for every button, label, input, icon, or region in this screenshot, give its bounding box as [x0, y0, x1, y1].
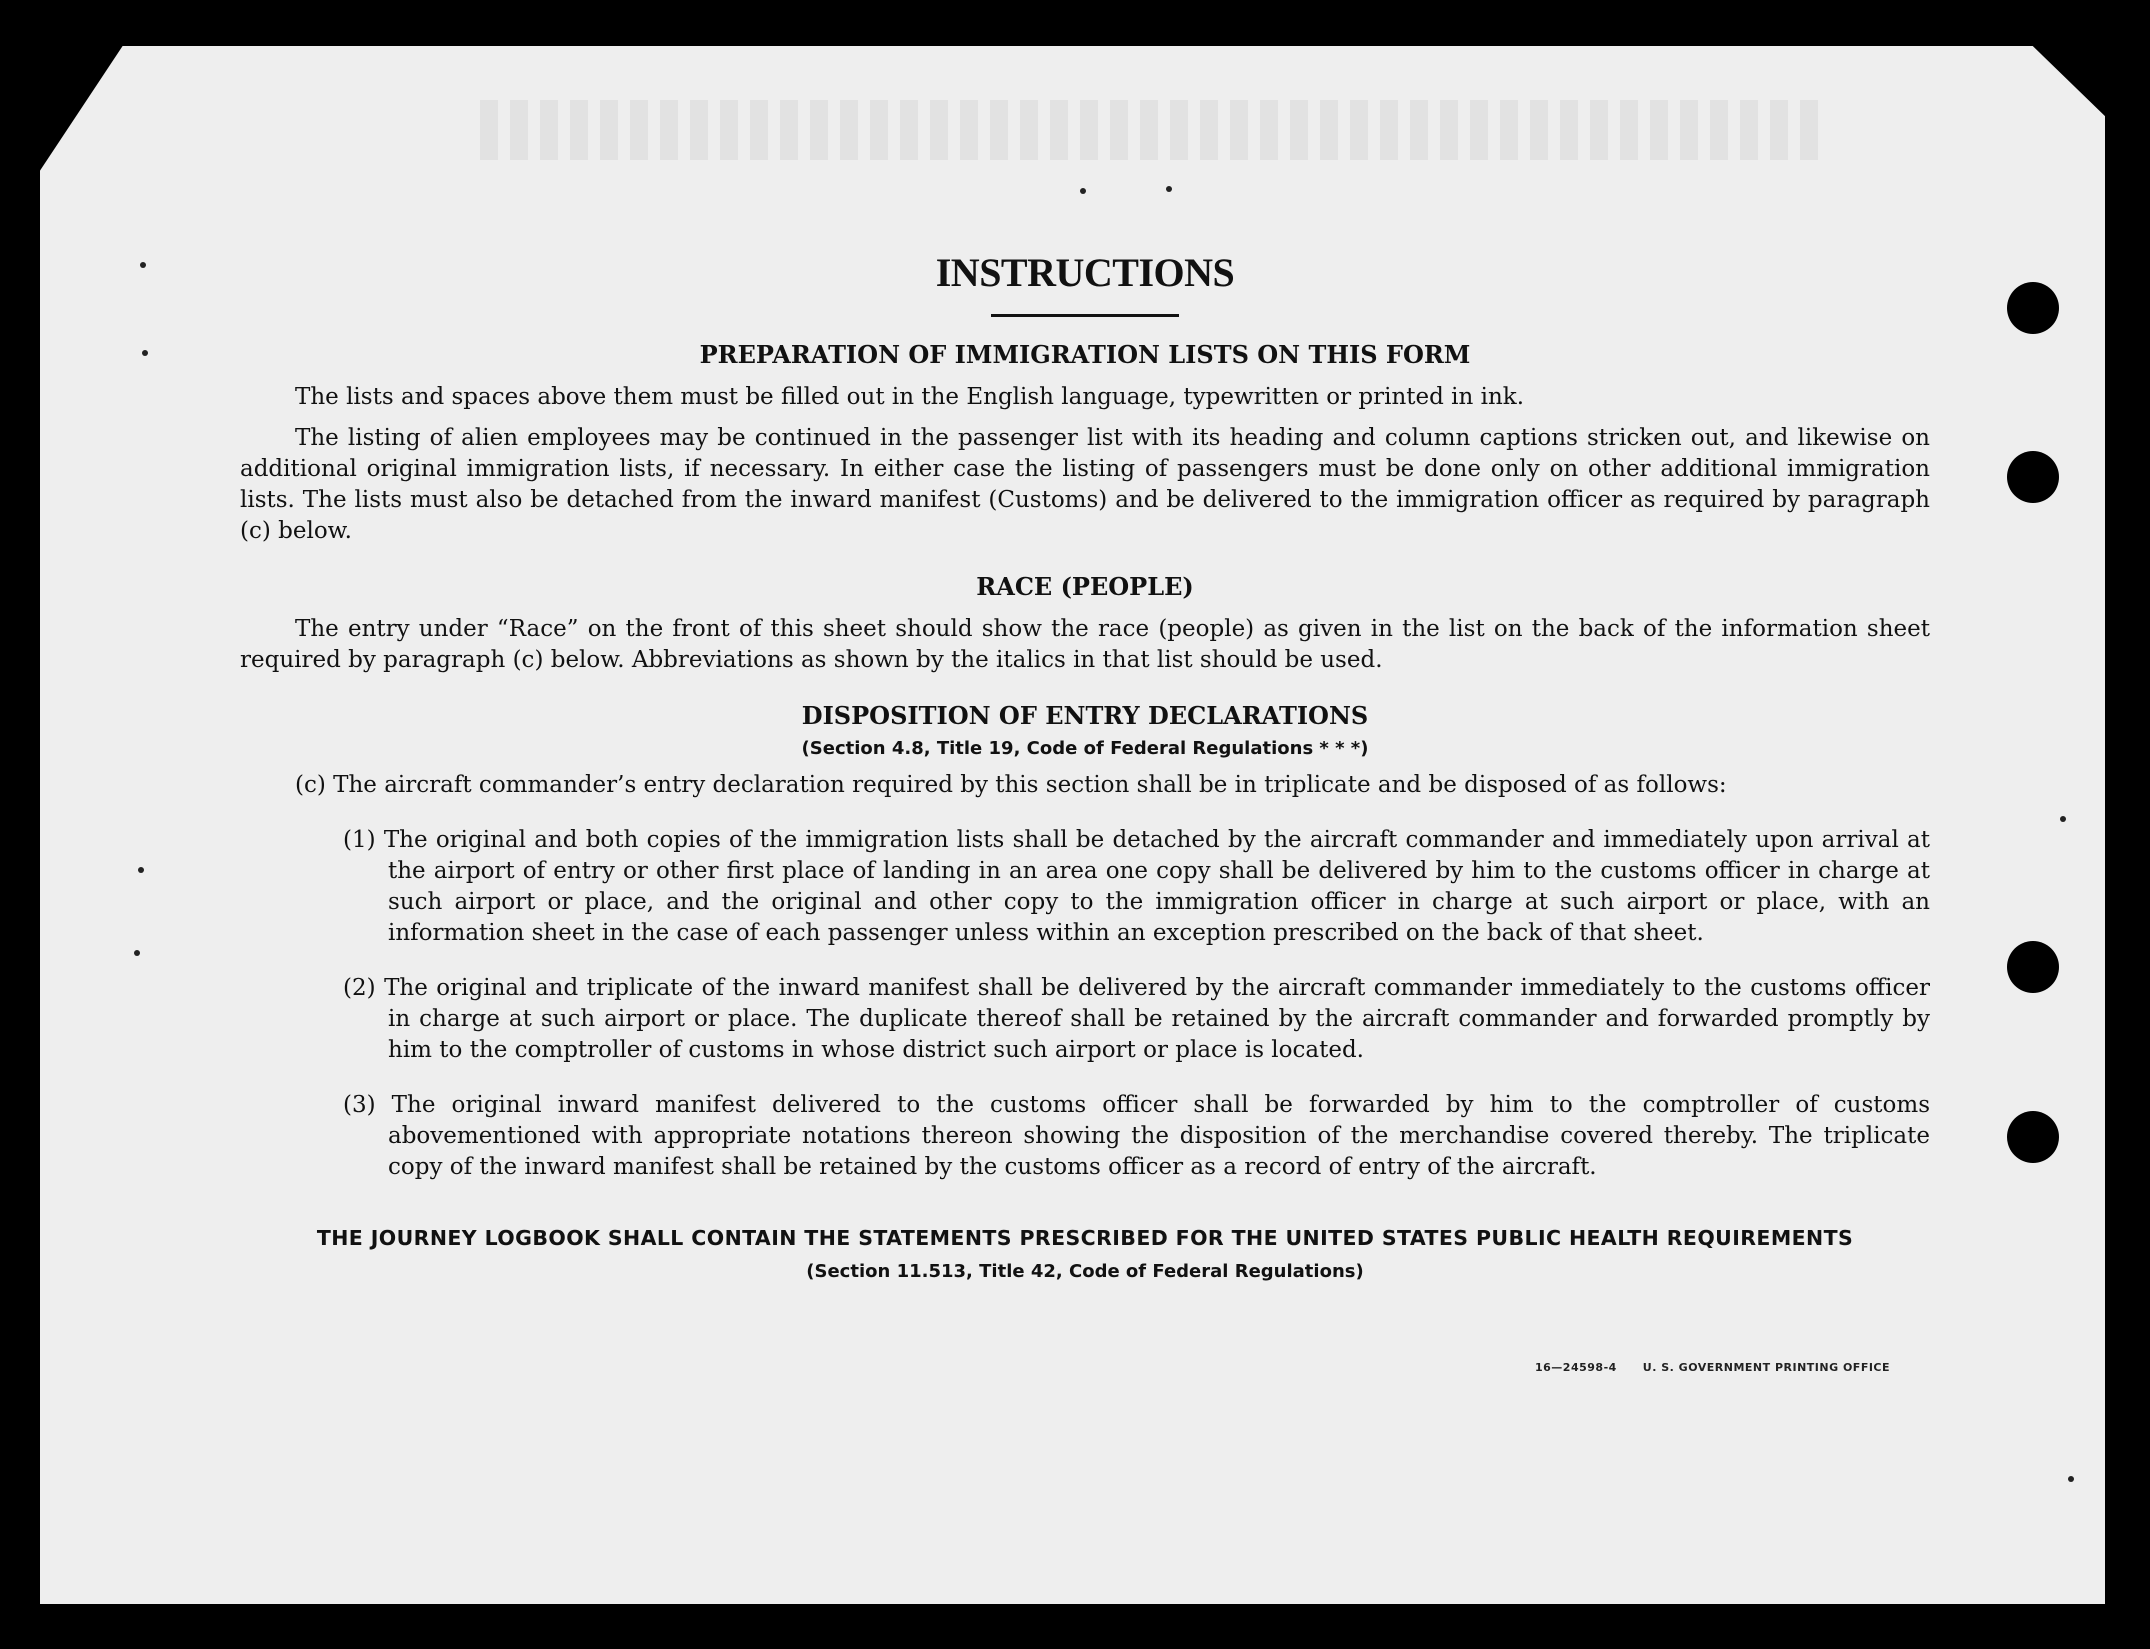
paragraph-c: (c) The aircraft commander’s entry declaration required by this section shall be in triplicate and be disposed of as follows:: [295, 772, 1727, 798]
section-citation: (Section 4.8, Title 19, Code of Federal Regulations * * *): [801, 738, 1369, 759]
instructions-document: [240, 230, 1930, 1287]
speck: [140, 262, 146, 268]
paragraph: The lists and spaces above them must be filled out in the English language, typewritten or printed in ink.: [295, 384, 1525, 410]
footer-citation: (Section 11.513, Title 42, Code of Federal Regulations): [806, 1261, 1364, 1282]
list-item: (3) The original inward manifest delivered to the customs officer shall be forwarded by him to the comptroller of customs abovementioned with appropriate notations thereon showing the disposition of the merchandise covered thereby. The triplicate copy of the inward manifest shall be retained by the customs officer as a record of entry of the aircraft.: [343, 1092, 1930, 1180]
section-heading-disposition: DISPOSITION OF ENTRY DECLARATIONS: [801, 701, 1369, 730]
binder-hole: [2007, 941, 2059, 993]
paragraph: The entry under “Race” on the front of this sheet should show the race (people) as given in the list on the back of the information sheet required by paragraph (c) below. Abbreviations as shown by the italics in that list should be used.: [240, 616, 1930, 673]
speck: [1080, 188, 1086, 194]
speck: [1166, 186, 1172, 192]
speck: [2068, 1476, 2074, 1482]
speck: [2060, 816, 2066, 822]
binder-hole: [2007, 1111, 2059, 1163]
list-item: (1) The original and both copies of the immigration lists shall be detached by the aircraft commander and immediately upon arrival at the airport of entry or other first place of landing in an area one copy shall be delivered by him to the customs officer in charge at such airport or place, and the original and other copy to the immigration officer in charge at such airport or place, with an information sheet in the case of each passenger unless within an exception prescribed on the back of that sheet.: [343, 827, 1930, 946]
printer-name: U. S. GOVERNMENT PRINTING OFFICE: [1642, 1361, 1891, 1374]
form-number: 16—24598-4: [1535, 1361, 1617, 1374]
section-heading-preparation: PREPARATION OF IMMIGRATION LISTS ON THIS FORM: [699, 340, 1471, 369]
binder-hole: [2007, 451, 2059, 503]
section-heading-race: RACE (PEOPLE): [976, 572, 1194, 601]
paragraph: The listing of alien employees may be continued in the passenger list with its heading and column captions stricken out, and likewise on additional original immigration lists, if necessary. In either case the listing of passengers must be done only on other additional immigration lists. The lists must also be detached from the inward manifest (Customs) and be delivered to the immigration officer as required by paragraph (c) below.: [240, 425, 1930, 544]
speck: [142, 350, 148, 356]
page-title: INSTRUCTIONS: [935, 250, 1235, 295]
printer-imprint: [1535, 1361, 1890, 1374]
speck: [134, 950, 140, 956]
list-item: (2) The original and triplicate of the inward manifest shall be delivered by the aircraft commander immediately to the customs officer in charge at such airport or place. The duplicate thereof shall be retained by the aircraft commander and forwarded promptly by him to the comptroller of customs in whose district such airport or place is located.: [343, 975, 1930, 1063]
bleed-through-text: [480, 100, 1830, 160]
binder-hole: [2007, 282, 2059, 334]
title-underline: [991, 314, 1179, 317]
speck: [138, 867, 144, 873]
footer-heading: THE JOURNEY LOGBOOK SHALL CONTAIN THE STATEMENTS PRESCRIBED FOR THE UNITED STATES PUBLIC HEALTH REQUIREMENTS: [316, 1226, 1854, 1250]
